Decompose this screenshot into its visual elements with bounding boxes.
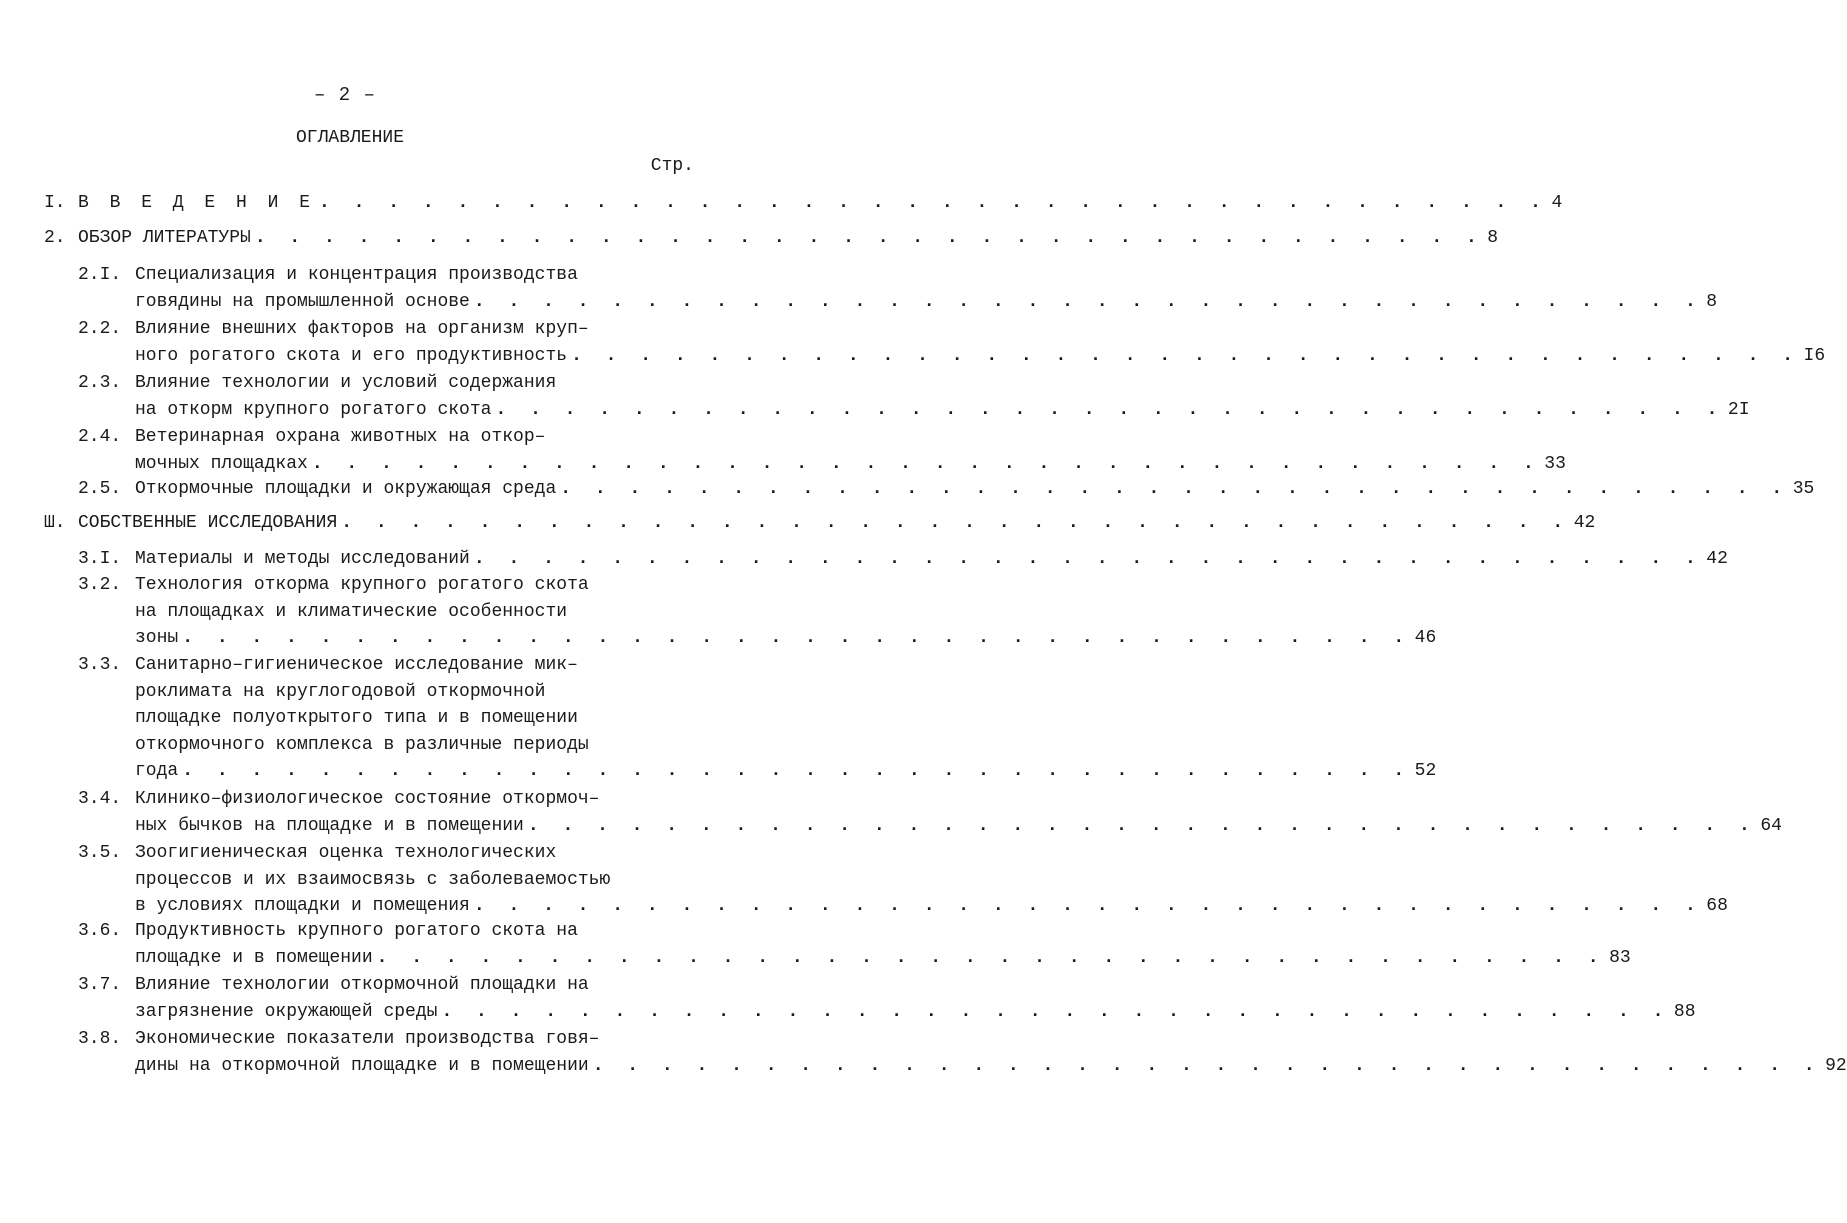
toc-entry-number: 3.6. xyxy=(78,921,122,941)
toc-entry-number: I. xyxy=(44,193,66,213)
toc-entry-text: в условиях площадки и помещения xyxy=(135,896,470,917)
toc-entry-text: ного рогатого скота и его продуктивность xyxy=(135,345,568,366)
toc-entry-page: 33 xyxy=(1544,453,1566,474)
toc-entry-text: роклимата на круглогодовой откормочной xyxy=(135,681,546,702)
toc-entry-last-line xyxy=(135,758,1437,784)
toc-entry-last-line xyxy=(135,289,1718,315)
toc-entry-number: 2.I. xyxy=(78,265,122,285)
toc-entry-text: мочных площадках xyxy=(135,453,308,474)
dot-leader: . . . . . . . . . . . . . . . . . . . . . . . . . . . . . . . . . . . . xyxy=(311,453,1541,474)
toc-entry-page: 4 xyxy=(1551,193,1563,213)
toc-entry-text: Продуктивность крупного рогатого скота на xyxy=(135,921,578,941)
toc-entry-text: ных бычков на площадке и в помещении xyxy=(135,815,524,836)
dot-leader: . . . . . . . . . . . . . . . . . . . . . . . . . . . . . . . . . . . . xyxy=(473,896,1703,917)
toc-entry-number: 3.5. xyxy=(78,843,122,863)
toc-entry-text: Материалы и методы исследований xyxy=(135,549,470,569)
toc-entry-number: 3.3. xyxy=(78,655,122,675)
toc-entry-text: Влияние технологии и условий содержания xyxy=(135,373,557,393)
toc-entry-page: 92 xyxy=(1825,1055,1847,1076)
toc-entry-text: Зоогигиеническая оценка технологических xyxy=(135,843,557,863)
toc-entry-text: площадке и в помещении xyxy=(135,947,373,968)
toc-entry-text: говядины на промышленной основе xyxy=(135,291,470,312)
dot-leader: . . . . . . . . . . . . . . . . . . . . . . . . . . . . . . . . . . . . xyxy=(182,761,1411,782)
toc-entry-last-line xyxy=(135,476,1815,502)
toc-entry-text: СОБСТВЕННЫЕ ИССЛЕДОВАНИЯ xyxy=(78,513,338,533)
dot-leader: . . . . . . . . . . . . . . . . . . . . . . . . . . . . . . . . . . . . xyxy=(254,228,1484,248)
toc-entry-page: 42 xyxy=(1706,549,1728,569)
toc-entry-text: на откорм крупного рогатого скота xyxy=(135,399,492,420)
toc-entry-number: 2.5. xyxy=(78,479,122,499)
toc-entry-number: 3.7. xyxy=(78,975,122,995)
toc-entry-text: В В Е Д Е Н И Е xyxy=(78,193,316,213)
toc-entry-line xyxy=(135,652,578,678)
dot-leader: . . . . . . . . . . . . . . . . . . . . . . . . . . . . . . . . . . . . xyxy=(560,479,1789,499)
toc-entry-text: Экономические показатели производства говя– xyxy=(135,1029,600,1049)
toc-entry-line xyxy=(135,679,545,705)
toc-entry-line xyxy=(135,262,578,288)
toc-entry-text: на площадках и климатические особенности xyxy=(135,601,568,622)
toc-entry-line xyxy=(135,732,589,758)
toc-entry-text: откормочного комплекса в различные периоды xyxy=(135,734,589,755)
toc-entry-page: 8 xyxy=(1706,291,1718,312)
dot-leader: . . . . . . . . . . . . . . . . . . . . . . . . . . . . . . . . . . . . xyxy=(527,815,1757,836)
toc-entry-last-line xyxy=(135,625,1437,651)
toc-entry-last-line xyxy=(135,1053,1847,1079)
toc-entry-text: года xyxy=(135,761,179,782)
toc-entry-text: Влияние технологии откормочной площадки на xyxy=(135,975,589,995)
toc-entry-last-line xyxy=(135,343,1826,369)
toc-entry-number: 2.3. xyxy=(78,373,122,393)
toc-entry-text: Влияние внешних факторов на организм круп– xyxy=(135,319,589,339)
dot-leader: . . . . . . . . . . . . . . . . . . . . . . . . . . . . . . . . . . . . xyxy=(341,513,1570,533)
toc-entry-line xyxy=(135,370,556,396)
toc-entry-page: 64 xyxy=(1760,815,1782,836)
toc-entry-line xyxy=(135,972,589,998)
toc-entry-page: I6 xyxy=(1803,345,1826,366)
toc-entry-number: 3.I. xyxy=(78,549,122,569)
toc-entry-page: 68 xyxy=(1706,896,1728,917)
toc-entry-text: ОБЗОР ЛИТЕРАТУРЫ xyxy=(78,228,251,248)
toc-entry-last-line xyxy=(78,225,1499,251)
toc-entry-line xyxy=(135,316,589,342)
toc-entry-line xyxy=(135,705,578,731)
toc-entry-text: зоны xyxy=(135,628,179,649)
toc-entry-page: 52 xyxy=(1414,761,1437,782)
toc-entry-last-line xyxy=(78,510,1596,536)
toc-entry-text: Откормочные площадки и окружающая среда xyxy=(135,479,557,499)
toc-entry-line xyxy=(135,786,599,812)
toc-entry-text: процессов и их взаимосвязь с заболеваемостью xyxy=(135,869,611,890)
toc-entry-number: 3.4. xyxy=(78,789,122,809)
toc-entry-line xyxy=(135,867,610,893)
toc-entry-last-line xyxy=(135,451,1566,477)
dot-leader: . . . . . . . . . . . . . . . . . . . . . . . . . . . . . . . . . . . . xyxy=(571,345,1800,366)
toc-entry-line xyxy=(135,572,589,598)
toc-entry-number: 3.8. xyxy=(78,1029,122,1049)
toc-entry-text: дины на откормочной площадке и в помещении xyxy=(135,1055,589,1076)
toc-entry-text: Санитарно–гигиеническое исследование мик– xyxy=(135,655,578,675)
toc-entry-line xyxy=(135,918,578,944)
dot-leader: . . . . . . . . . . . . . . . . . . . . . . . . . . . . . . . . . . . . xyxy=(495,399,1724,420)
toc-entry-last-line xyxy=(135,999,1696,1025)
page-number: – 2 – xyxy=(313,84,376,106)
toc-entry-page: 35 xyxy=(1792,479,1815,499)
dot-leader: . . . . . . . . . . . . . . . . . . . . . . . . . . . . . . . . . . . . xyxy=(473,291,1703,312)
toc-entry-text: Клинико–физиологическое состояние откормоч– xyxy=(135,789,600,809)
toc-entry-line xyxy=(135,424,545,450)
toc-entry-last-line xyxy=(135,813,1782,839)
toc-entry-page: 88 xyxy=(1673,1001,1696,1022)
toc-entry-page: 2I xyxy=(1727,399,1750,420)
toc-entry-number: 3.2. xyxy=(78,575,122,595)
dot-leader: . . . . . . . . . . . . . . . . . . . . . . . . . . . . . . . . . . . . xyxy=(592,1055,1822,1076)
toc-entry-text: площадке полуоткрытого типа и в помещении xyxy=(135,708,578,729)
dot-leader: . . . . . . . . . . . . . . . . . . . . . . . . . . . . . . . . . . . . xyxy=(182,628,1411,649)
toc-entry-page: 83 xyxy=(1609,947,1631,968)
dot-leader: . . . . . . . . . . . . . . . . . . . . . . . . . . . . . . . . . . . . xyxy=(473,549,1703,569)
toc-entry-number: 2.2. xyxy=(78,319,122,339)
toc-entry-last-line xyxy=(135,546,1728,572)
toc-entry-line xyxy=(135,1026,599,1052)
dot-leader: . . . . . . . . . . . . . . . . . . . . . . . . . . . . . . . . . . . . xyxy=(376,947,1606,968)
toc-entry-text: Технология откорма крупного рогатого скота xyxy=(135,575,589,595)
toc-entry-last-line xyxy=(135,397,1750,423)
toc-entry-last-line xyxy=(135,945,1631,971)
toc-entry-number: 2. xyxy=(44,228,66,248)
page-title: ОГЛАВЛЕНИЕ xyxy=(295,128,405,148)
toc-entry-text: Специализация и концентрация производства xyxy=(135,265,578,285)
toc-entry-text: Ветеринарная охрана животных на откор– xyxy=(135,427,546,447)
toc-entry-number: Ш. xyxy=(44,513,66,533)
toc-entry-page: 42 xyxy=(1573,513,1596,533)
dot-leader: . . . . . . . . . . . . . . . . . . . . . . . . . . . . . . . . . . . . xyxy=(441,1001,1670,1022)
toc-entry-page: 8 xyxy=(1487,228,1499,248)
toc-entry-line xyxy=(135,599,567,625)
toc-entry-page: 46 xyxy=(1414,628,1437,649)
toc-entry-number: 2.4. xyxy=(78,427,122,447)
toc-entry-last-line xyxy=(78,190,1563,216)
toc-entry-line xyxy=(135,840,556,866)
toc-entry-text: загрязнение окружающей среды xyxy=(135,1001,438,1022)
page-column-header: Стр. xyxy=(650,156,694,176)
dot-leader: . . . . . . . . . . . . . . . . . . . . . . . . . . . . . . . . . . . . xyxy=(319,193,1548,213)
toc-entry-last-line xyxy=(135,893,1728,919)
